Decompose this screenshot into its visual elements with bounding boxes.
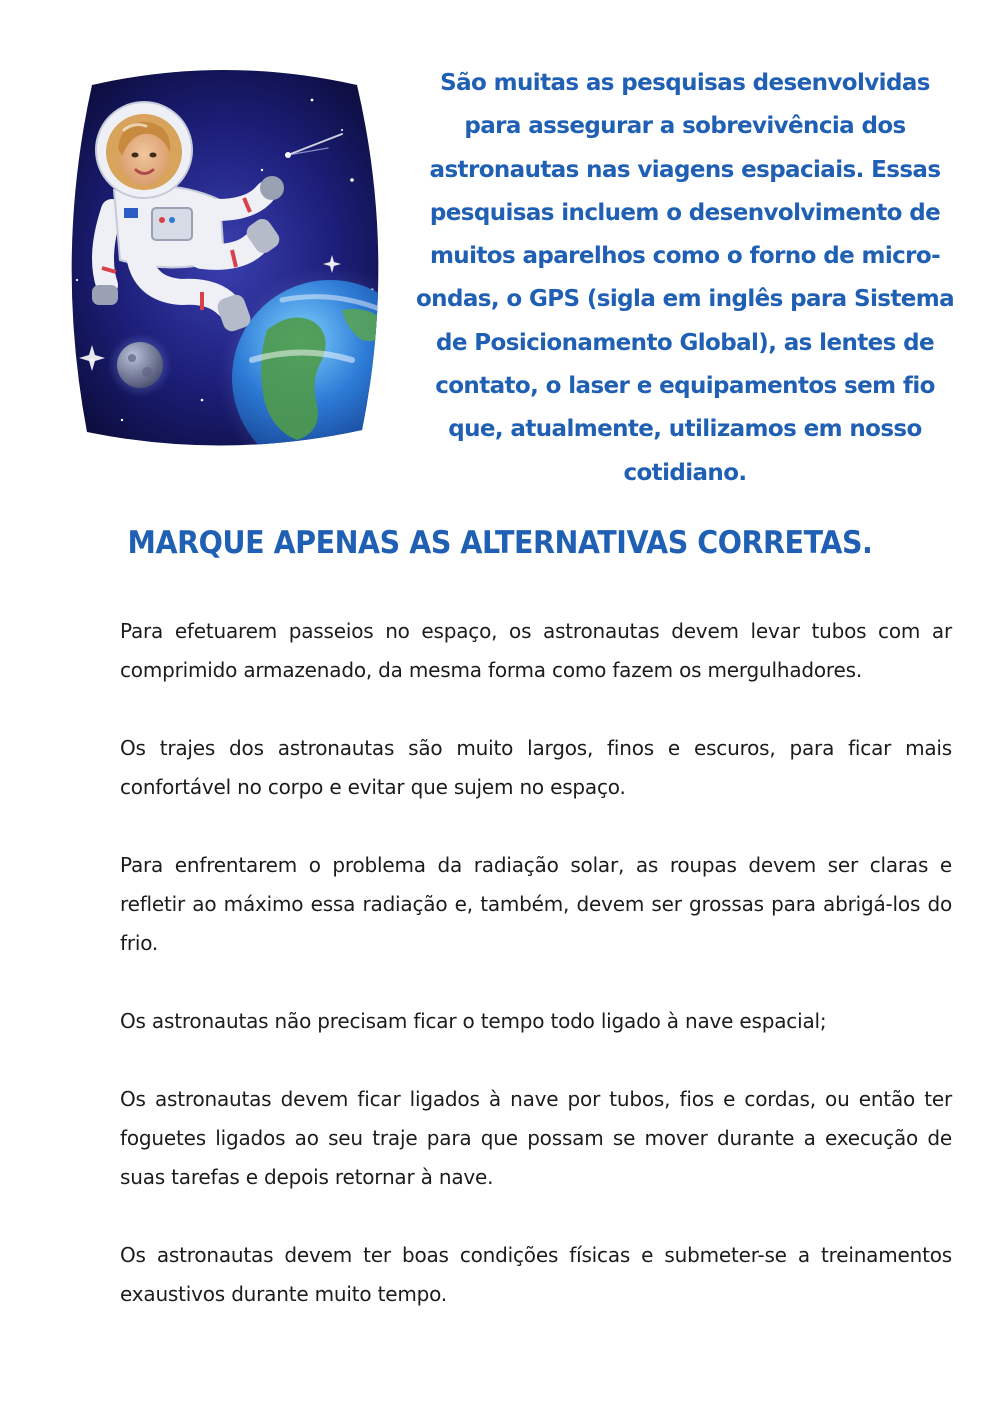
alternatives-list <box>120 612 952 1353</box>
alternative-3[interactable]: Para enfrentarem o problema da radiação solar, as roupas devem ser claras e refletir ao máximo essa radiação e, também, devem ser grossas para abrigá-los do frio. <box>120 853 952 955</box>
alternative-1[interactable]: Para efetuarem passeios no espaço, os astronautas devem levar tubos com ar comprimido armazenado, da mesma forma como fazem os mergulhadores. <box>120 619 952 682</box>
astronaut-space-illustration <box>52 60 397 455</box>
alternative-2[interactable]: Os trajes dos astronautas são muito largos, finos e escuros, para ficar mais confortável no corpo e evitar que sujem no espaço. <box>120 736 952 799</box>
instruction-heading: MARQUE APENAS AS ALTERNATIVAS CORRETAS. <box>127 525 873 561</box>
intro-paragraph: São muitas as pesquisas desenvolvidas para assegurar a sobrevivência dos astronautas nas viagens espaciais. Essas pesquisas incluem o desenvolvimento de muitos aparelhos como o forno de micro-ondas, o GPS (sigla em inglês para Sistema de Posicionamento Global), as lentes de contato, o laser e equipamentos sem fio que, atualmente, utilizamos em nosso cotidiano. <box>415 70 955 486</box>
alternative-6[interactable]: Os astronautas devem ter boas condições físicas e submeter-se a treinamentos exaustivos durante muito tempo. <box>120 1243 952 1306</box>
alternative-5[interactable]: Os astronautas devem ficar ligados à nave por tubos, fios e cordas, ou então ter foguetes ligados ao seu traje para que possam se mover durante a execução de suas tarefas e depois retornar à nave. <box>120 1087 952 1189</box>
alternative-4[interactable]: Os astronautas não precisam ficar o tempo todo ligado à nave espacial; <box>120 1009 827 1033</box>
moon <box>108 333 172 397</box>
